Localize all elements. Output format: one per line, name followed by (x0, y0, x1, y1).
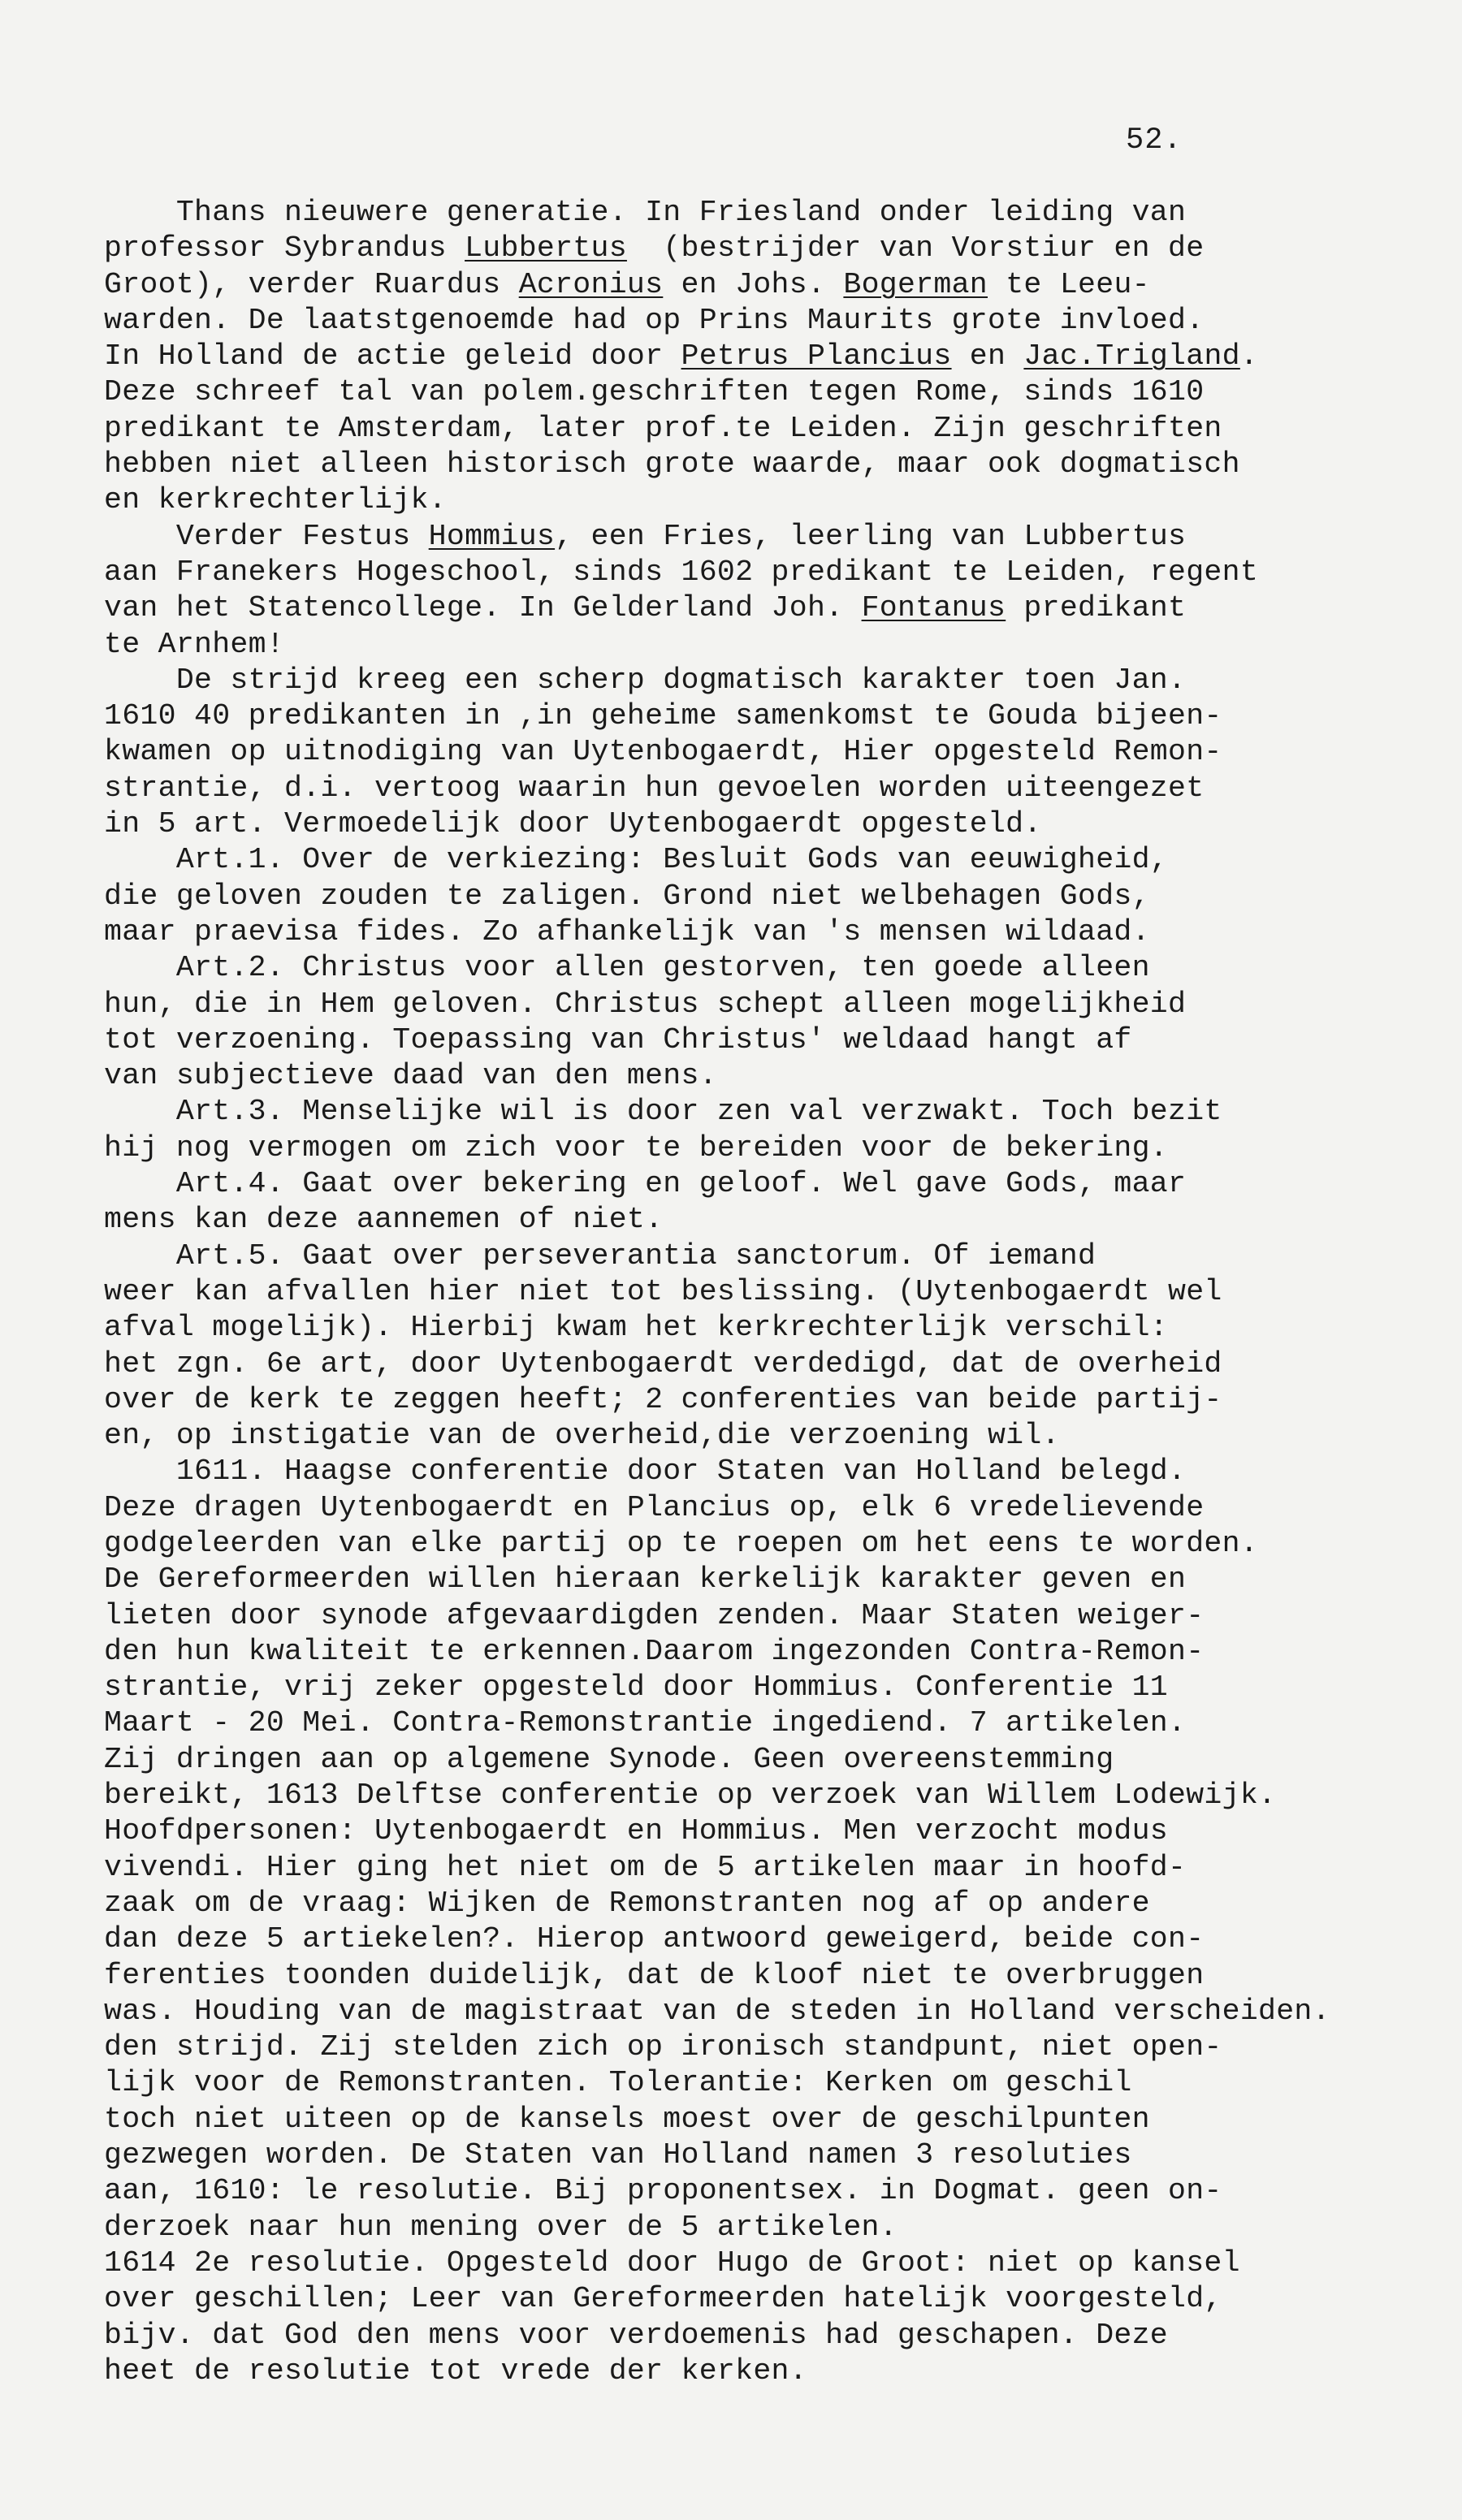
text-run: dan deze 5 artiekelen?. Hierop antwoord geweigerd, beide con- (104, 1922, 1205, 1956)
text-line (104, 1238, 1428, 1274)
text-run: toch niet uiteen op de kansels moest over de geschilpunten (104, 2102, 1150, 2136)
text-line (104, 339, 1428, 374)
text-run: over de kerk te zeggen heeft; 2 conferenties van beide partij- (104, 1382, 1222, 1416)
text-line (104, 447, 1428, 482)
text-line (104, 374, 1428, 410)
text-run: maar praevisa fides. Zo afhankelijk van 's mensen wildaad. (104, 914, 1150, 949)
text-run: strantie, d.i. vertoog waarin hun gevoelen worden uiteengezet (104, 771, 1205, 805)
text-line (104, 1094, 1428, 1130)
text-run: vivendi. Hier ging het niet om de 5 artikelen maar in hoofd- (104, 1850, 1187, 1884)
text-run: zaak om de vraag: Wijken de Remonstranten nog af op andere (104, 1886, 1150, 1920)
text-line (104, 231, 1428, 266)
text-line (104, 1813, 1428, 1849)
text-line (104, 2102, 1428, 2137)
text-line (104, 771, 1428, 806)
text-run: godgeleerden van elke partij op te roepen om het eens te worden. (104, 1526, 1259, 1560)
text-line (104, 1850, 1428, 1886)
text-line (104, 1490, 1428, 1526)
body-text (104, 195, 1428, 2389)
text-run: en, op instigatie van de overheid,die verzoening wil. (104, 1419, 1060, 1453)
text-line (104, 1310, 1428, 1346)
text-line (104, 1058, 1428, 1094)
text-line (104, 2210, 1428, 2246)
text-line (104, 555, 1428, 590)
text-run: Art.3. Menselijke wil is door zen val verzwakt. Toch bezit (104, 1095, 1222, 1129)
text-line (104, 2065, 1428, 2101)
text-run: Deze schreef tal van polem.geschriften tegen Rome, sinds 1610 (104, 375, 1205, 409)
text-line (104, 411, 1428, 447)
text-run: 1610 40 predikanten in ,in geheime samenkomst te Gouda bijeen- (104, 699, 1222, 733)
text-run: predikant te Amsterdam, later prof.te Leiden. Zijn geschriften (104, 411, 1222, 445)
text-run: Art.5. Gaat over perseverantia sanctorum. Of iemand (104, 1238, 1096, 1273)
text-line (104, 1598, 1428, 1634)
text-line (104, 734, 1428, 770)
text-run: mens kan deze aannemen of niet. (104, 1203, 664, 1237)
text-line (104, 627, 1428, 663)
text-line (104, 1526, 1428, 1562)
text-run: het zgn. 6e art, door Uytenbogaerdt verdedigd, dat de overheid (104, 1346, 1222, 1381)
text-line (104, 950, 1428, 986)
text-run: en (951, 339, 1024, 374)
text-line (104, 2246, 1428, 2281)
text-line (104, 1274, 1428, 1310)
underlined-name: Fontanus (861, 591, 1006, 625)
text-line (104, 1921, 1428, 1957)
text-line (104, 2173, 1428, 2209)
text-line (104, 806, 1428, 842)
text-run: 1611. Haagse conferentie door Staten van Holland belegd. (104, 1455, 1187, 1489)
text-line (104, 303, 1428, 339)
text-line (104, 2137, 1428, 2173)
text-run: Thans nieuwere generatie. In Friesland onder leiding van (104, 196, 1187, 229)
text-run: was. Houding van de magistraat van de steden in Holland verscheiden. (104, 1994, 1330, 2028)
text-run: De strijd kreeg een scherp dogmatisch karakter toen Jan. (104, 663, 1187, 697)
text-run: over geschillen; Leer van Gereformeerden hatelijk voorgesteld, (104, 2282, 1222, 2316)
text-run: kwamen op uitnodiging van Uytenbogaerdt, Hier opgesteld Remon- (104, 735, 1222, 769)
text-run: Art.1. Over de verkiezing: Besluit Gods van eeuwigheid, (104, 843, 1169, 877)
text-run: 1614 2e resolutie. Opgesteld door Hugo de Groot: niet op kansel (104, 2246, 1240, 2280)
text-run: te Arnhem! (104, 627, 285, 661)
text-line (104, 1778, 1428, 1813)
text-line (104, 1634, 1428, 1670)
text-run: van subjectieve daad van den mens. (104, 1059, 717, 1093)
text-line (104, 267, 1428, 303)
text-line (104, 195, 1428, 231)
text-run: lieten door synode afgevaardigden zenden. Maar Staten weiger- (104, 1598, 1205, 1632)
underlined-name: Jac.Trigland (1023, 339, 1240, 374)
text-line (104, 482, 1428, 518)
text-line (104, 1562, 1428, 1597)
text-line (104, 590, 1428, 626)
text-run: Maart - 20 Mei. Contra-Remonstrantie ingediend. 7 artikelen. (104, 1706, 1187, 1740)
text-line (104, 1346, 1428, 1382)
text-run: te Leeu- (988, 267, 1150, 301)
text-run: Art.4. Gaat over bekering en geloof. Wel gave Gods, maar (104, 1167, 1187, 1201)
underlined-name: Hommius (428, 519, 556, 553)
text-run: Zij dringen aan op algemene Synode. Geen overeenstemming (104, 1742, 1114, 1776)
text-line (104, 987, 1428, 1022)
text-line (104, 698, 1428, 734)
text-run: predikant (1006, 591, 1187, 625)
text-line (104, 2318, 1428, 2354)
text-line (104, 1454, 1428, 1489)
text-line (104, 663, 1428, 698)
text-line (104, 1418, 1428, 1454)
text-run: hij nog vermogen om zich voor te bereiden voor de bekering. (104, 1130, 1169, 1165)
text-run: ferenties toonden duidelijk, dat de kloof niet te overbruggen (104, 1958, 1205, 1992)
underlined-name: Bogerman (843, 267, 988, 301)
text-run: en kerkrechterlijk. (104, 483, 447, 517)
text-line (104, 842, 1428, 878)
text-run: , een Fries, leerling van Lubbertus (555, 519, 1187, 553)
text-line (104, 1022, 1428, 1058)
text-run: Groot), verder Ruardus (104, 267, 519, 301)
text-run: In Holland de actie geleid door (104, 339, 681, 374)
text-run: weer kan afvallen hier niet tot beslissing. (Uytenbogaerdt wel (104, 1274, 1222, 1308)
text-run: bereikt, 1613 Delftse conferentie op verzoek van Willem Lodewijk. (104, 1779, 1277, 1813)
text-line (104, 1670, 1428, 1705)
underlined-name: Lubbertus (465, 231, 627, 266)
text-run: professor Sybrandus (104, 231, 465, 266)
text-run: derzoek naar hun mening over de 5 artikelen. (104, 2210, 898, 2244)
text-line (104, 1166, 1428, 1202)
text-line (104, 914, 1428, 950)
text-run: Hoofdpersonen: Uytenbogaerdt en Hommius. Men verzocht modus (104, 1814, 1169, 1848)
text-run: gezwegen worden. De Staten van Holland namen 3 resoluties (104, 2138, 1132, 2172)
text-line (104, 1130, 1428, 1166)
text-run: Verder Festus (104, 519, 429, 553)
text-line (104, 519, 1428, 555)
text-line (104, 1886, 1428, 1921)
underlined-name: Petrus Plancius (681, 339, 952, 374)
text-line (104, 2281, 1428, 2317)
text-line (104, 1202, 1428, 1238)
text-run: (bestrijder van Vorstiur en de (626, 231, 1205, 266)
text-line (104, 1705, 1428, 1741)
text-run: aan Franekers Hogeschool, sinds 1602 predikant te Leiden, regent (104, 555, 1259, 589)
text-run: Deze dragen Uytenbogaerdt en Plancius op, elk 6 vredelievende (104, 1490, 1205, 1524)
text-run: strantie, vrij zeker opgesteld door Hommius. Conferentie 11 (104, 1671, 1169, 1705)
text-run: warden. De laatstgenoemde had op Prins Maurits grote invloed. (104, 303, 1205, 337)
text-run: tot verzoening. Toepassing van Christus' weldaad hangt af (104, 1022, 1132, 1057)
text-line (104, 879, 1428, 914)
text-run: den strijd. Zij stelden zich op ironisch standpunt, niet open- (104, 2030, 1222, 2064)
text-line (104, 1958, 1428, 1994)
text-run: afval mogelijk). Hierbij kwam het kerkrechterlijk verschil: (104, 1311, 1169, 1345)
underlined-name: Acronius (518, 267, 664, 301)
text-run: van het Statencollege. In Gelderland Joh. (104, 591, 862, 625)
text-run: den hun kwaliteit te erkennen.Daarom ingezonden Contra-Remon- (104, 1634, 1205, 1668)
text-run: . (1239, 339, 1259, 374)
text-run: aan, 1610: le resolutie. Bij proponentsex. in Dogmat. geen on- (104, 2174, 1222, 2208)
text-run: Art.2. Christus voor allen gestorven, ten goede alleen (104, 951, 1150, 985)
text-line (104, 1994, 1428, 2029)
text-run: bijv. dat God den mens voor verdoemenis had geschapen. Deze (104, 2318, 1169, 2352)
text-line (104, 2354, 1428, 2389)
text-line (104, 2029, 1428, 2065)
text-run: in 5 art. Vermoedelijk door Uytenbogaerdt opgesteld. (104, 807, 1042, 841)
text-run: De Gereformeerden willen hieraan kerkelijk karakter geven en (104, 1563, 1187, 1597)
text-run: hun, die in Hem geloven. Christus schept alleen mogelijkheid (104, 987, 1187, 1021)
text-run: die geloven zouden te zaligen. Grond niet welbehagen Gods, (104, 879, 1150, 913)
text-run: en Johs. (663, 267, 844, 301)
text-run: lijk voor de Remonstranten. Tolerantie: Kerken om geschil (104, 2066, 1132, 2100)
text-line (104, 1382, 1428, 1418)
page-number: 52. (1126, 123, 1183, 158)
text-line (104, 1742, 1428, 1778)
text-run: hebben niet alleen historisch grote waarde, maar ook dogmatisch (104, 447, 1240, 482)
text-run: heet de resolutie tot vrede der kerken. (104, 2354, 807, 2388)
